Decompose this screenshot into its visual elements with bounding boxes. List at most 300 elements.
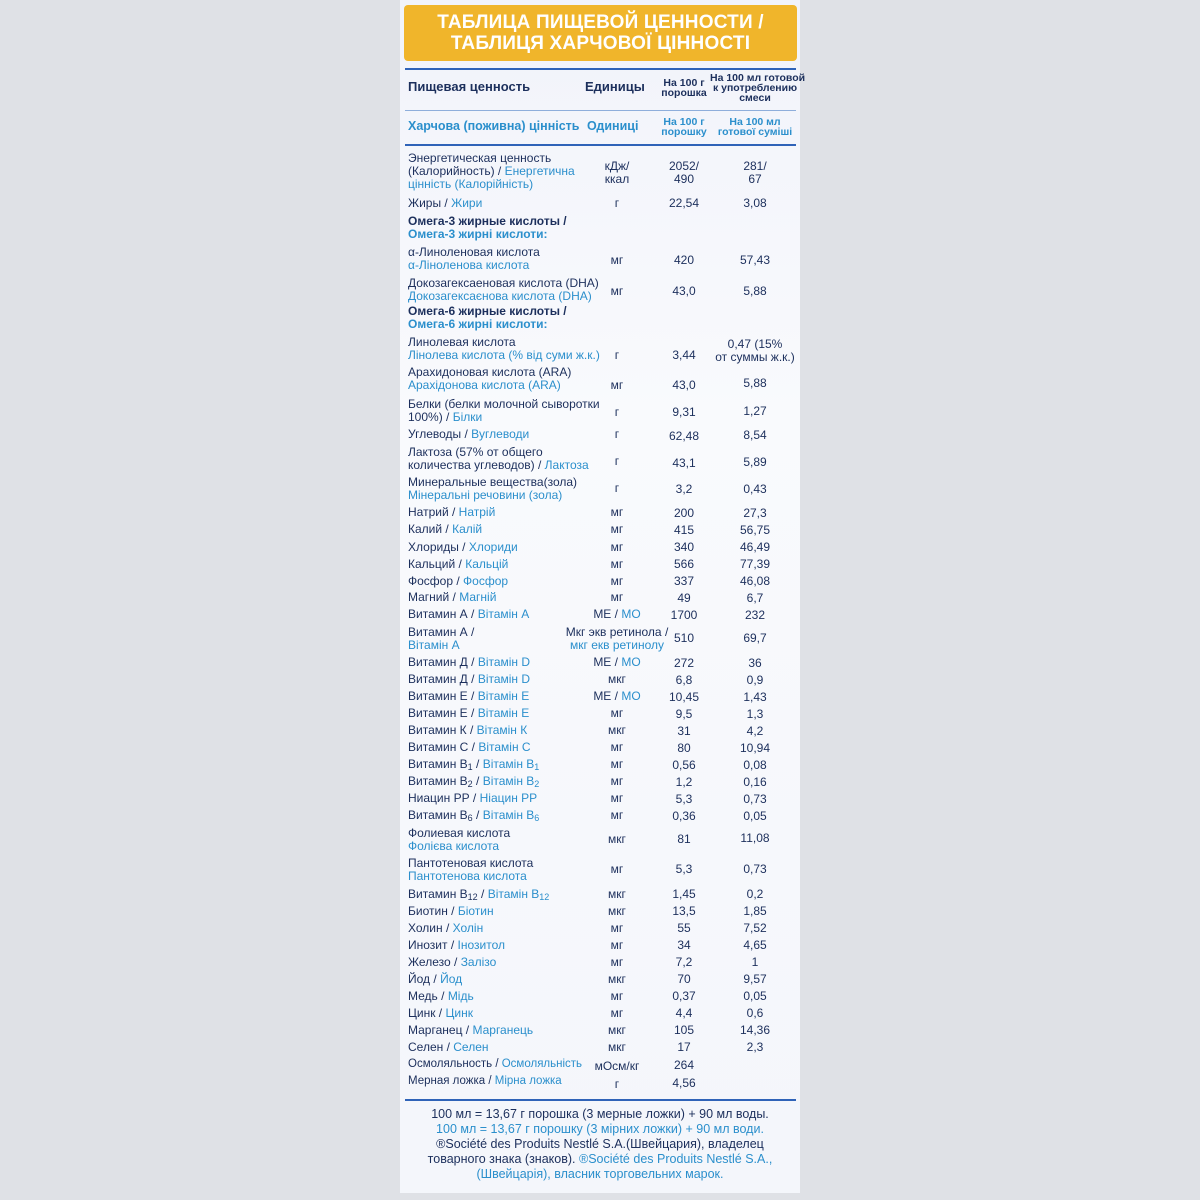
- per-100g-value: [652, 708, 716, 721]
- text-segment: Пантотеновая кислота: [408, 856, 534, 870]
- text-segment: Фолиевая кислота: [408, 826, 511, 840]
- cell-line: [652, 1041, 716, 1054]
- per-100g-value: [652, 1007, 716, 1020]
- per-100g-value: [652, 1041, 716, 1054]
- per-100ml-value: [712, 657, 798, 670]
- cell-line: [408, 608, 529, 621]
- cell-line: [408, 1041, 489, 1054]
- cell-line: [712, 632, 798, 645]
- text-segment: Мідь: [447, 989, 474, 1003]
- cell-line: [712, 1024, 798, 1037]
- text-segment: Йод: [408, 972, 431, 986]
- text-segment: Цинк: [408, 1006, 436, 1020]
- text-segment: 1: [751, 955, 759, 969]
- text-segment: Холин: [408, 921, 443, 935]
- per-100ml-value: [712, 691, 798, 704]
- cell-line: [712, 197, 798, 210]
- text-segment: 5,88: [743, 376, 767, 390]
- cell-line: [712, 351, 798, 364]
- text-segment: 43,0: [672, 378, 696, 392]
- cell-line: [712, 524, 798, 537]
- text-segment: 34: [677, 938, 691, 952]
- text-segment: Залізо: [460, 955, 497, 969]
- cell-line: [712, 507, 798, 520]
- cell-line: [408, 990, 474, 1003]
- text-segment: 0,36: [672, 809, 696, 823]
- text-segment: 7,52: [743, 921, 767, 935]
- per-100g-value: [652, 973, 716, 986]
- cell-line: [652, 793, 716, 806]
- text-segment: Селен: [408, 1040, 444, 1054]
- text-segment: 5,89: [743, 455, 767, 469]
- text-segment: 3,08: [743, 196, 767, 210]
- text-segment: (Швейцарія), власник торговельних марок.: [476, 1167, 724, 1181]
- text-segment: Медь: [408, 989, 438, 1003]
- cell-line: [408, 724, 527, 737]
- text-segment: 49: [677, 591, 691, 605]
- nutrient-name: [408, 246, 540, 272]
- text-segment: 70: [677, 972, 691, 986]
- text-segment: г: [614, 196, 620, 210]
- text-segment: /: [466, 723, 477, 737]
- text-segment: Енергетична: [504, 164, 575, 178]
- text-segment: Белки (белки молочной сыворотки: [408, 397, 600, 411]
- text-segment: /: [448, 505, 459, 519]
- cell-line: [408, 178, 575, 191]
- text-segment: /: [467, 607, 478, 621]
- subscript: 1: [534, 762, 540, 772]
- cell-line: [652, 483, 716, 496]
- text-segment: 337: [673, 574, 695, 588]
- text-segment: Мінеральні речовини (зола): [408, 488, 563, 502]
- text-segment: Омега-6 жирные кислоты /: [408, 304, 567, 318]
- text-segment: 55: [677, 921, 691, 935]
- cell-line: [408, 690, 529, 703]
- per-100g-value: [652, 558, 716, 571]
- footer-line: [400, 1122, 800, 1137]
- text-segment: Біотин: [457, 904, 494, 918]
- text-segment: Вуглеводи: [471, 427, 530, 441]
- text-segment: /: [611, 689, 622, 703]
- text-segment: мг: [610, 378, 624, 392]
- cell-line: [408, 259, 540, 272]
- cell-line: [712, 575, 798, 588]
- nutrient-name: [408, 575, 508, 588]
- text-segment: Вітамін D: [477, 655, 531, 669]
- text-segment: Ніацин РР: [479, 791, 538, 805]
- header-per100g-ua-line: На 100 г: [663, 116, 705, 128]
- text-segment: Докозагексаєнова кислота (DHA): [408, 289, 592, 303]
- nutrient-name: [408, 428, 529, 441]
- header-units-ru: Единицы: [585, 79, 645, 94]
- text-segment: 2,3: [746, 1040, 764, 1054]
- text-segment: 31: [677, 724, 691, 738]
- text-segment: Линолевая кислота: [408, 335, 516, 349]
- text-segment: мг: [610, 253, 624, 267]
- text-segment: Мкг экв ретинола /: [565, 625, 669, 639]
- header-nutrition-ru: Пищевая ценность: [408, 79, 531, 94]
- subscript: 2: [467, 779, 473, 789]
- text-segment: Кальцій: [465, 557, 509, 571]
- cell-line: [712, 592, 798, 605]
- text-segment: 200: [673, 506, 695, 520]
- text-segment: Мерная ложка: [408, 1075, 486, 1087]
- text-segment: Витамин Д: [408, 672, 468, 686]
- per-100ml-value: [712, 160, 798, 186]
- per-100ml-value: [712, 377, 798, 390]
- text-segment: МО: [621, 655, 641, 669]
- per-100ml-value: [712, 956, 798, 969]
- cell-line: [652, 973, 716, 986]
- text-segment: /: [455, 557, 466, 571]
- per-100g-value: [652, 990, 716, 1003]
- nutrient-name: [408, 626, 474, 652]
- text-segment: 2052/: [668, 159, 700, 173]
- text-segment: 62,48: [668, 429, 700, 443]
- cell-line: [652, 406, 716, 419]
- cell-line: [408, 656, 530, 669]
- per-100g-value: [652, 1077, 716, 1090]
- per-100g-value: [652, 254, 716, 267]
- text-segment: Жири: [451, 196, 483, 210]
- text-segment: /: [467, 706, 478, 720]
- per-100g-value: [652, 833, 716, 846]
- text-segment: Магний: [408, 590, 450, 604]
- text-segment: /: [450, 955, 461, 969]
- per-100g-value: [652, 541, 716, 554]
- per-100g-value: [652, 197, 716, 210]
- text-segment: Витамин В: [408, 887, 468, 901]
- text-segment: 46,08: [739, 574, 771, 588]
- cell-line: [408, 506, 495, 519]
- text-segment: Вітамін К: [476, 723, 528, 737]
- per-100g-value: [652, 575, 716, 588]
- cell-line: [652, 725, 716, 738]
- text-segment: 3,44: [672, 348, 696, 362]
- cell-line: [408, 318, 567, 331]
- text-segment: мг: [610, 989, 624, 1003]
- text-segment: 56,75: [739, 523, 771, 537]
- cell-line: [652, 956, 716, 969]
- text-segment: Марганець: [472, 1023, 534, 1037]
- cell-line: [652, 349, 716, 362]
- per-100ml-value: [712, 1041, 798, 1054]
- cell-line: [652, 197, 716, 210]
- nutrient-name: [408, 608, 529, 621]
- cell-line: [712, 456, 798, 469]
- text-segment: /: [485, 1075, 495, 1087]
- nutrient-name: [408, 1041, 489, 1054]
- footer-line: [400, 1152, 800, 1167]
- cell-line: [652, 507, 716, 520]
- cell-line: [712, 708, 798, 721]
- text-segment: мкг екв ретинолу: [569, 638, 665, 652]
- text-segment: Омега-3 жирні кислоти:: [408, 227, 548, 241]
- text-segment: (Калорийность) /: [408, 164, 505, 178]
- cell-line: [408, 1024, 533, 1037]
- cell-line: [652, 541, 716, 554]
- cell-line: [712, 609, 798, 622]
- per-100g-value: [652, 922, 716, 935]
- cell-line: [712, 1007, 798, 1020]
- text-segment: 43,0: [672, 284, 696, 298]
- text-segment: Вітамін С: [478, 740, 531, 754]
- cell-line: [712, 810, 798, 823]
- text-segment: Витамин К: [408, 723, 467, 737]
- text-segment: Цинк: [445, 1006, 473, 1020]
- per-100ml-value: [712, 483, 798, 496]
- text-segment: 1,3: [746, 707, 764, 721]
- per-100ml-value: [712, 922, 798, 935]
- text-segment: 415: [673, 523, 695, 537]
- title-banner: [404, 5, 797, 61]
- cell-line: [408, 775, 539, 791]
- text-segment: /: [447, 904, 458, 918]
- text-segment: МО: [621, 607, 641, 621]
- nutrient-name: [408, 541, 518, 554]
- text-segment: /: [447, 938, 458, 952]
- per-100g-value: [652, 609, 716, 622]
- text-segment: 100 мл = 13,67 г порошку (3 мірних ложки) + 90 мл води.: [436, 1122, 764, 1136]
- nutrient-name: [408, 792, 537, 805]
- per-100ml-value: [712, 609, 798, 622]
- cell-line: [712, 558, 798, 571]
- text-segment: 10,94: [739, 741, 771, 755]
- text-segment: мкг: [608, 672, 626, 686]
- cell-line: [652, 990, 716, 1003]
- text-segment: /: [441, 196, 452, 210]
- cell-line: [408, 1075, 562, 1088]
- cell-line: [408, 1007, 473, 1020]
- per-100g-value: [652, 406, 716, 419]
- nutrient-name: [408, 973, 462, 986]
- per-100g-value: [652, 810, 716, 823]
- cell-line: [408, 956, 496, 969]
- text-segment: /: [442, 921, 453, 935]
- subscript: 1: [467, 762, 473, 772]
- header-per100ml-ua-line: готової суміші: [717, 126, 793, 138]
- text-segment: /: [453, 574, 464, 588]
- per-100ml-value: [712, 973, 798, 986]
- text-segment: от суммы ж.к.): [715, 350, 795, 364]
- per-100g-value: [652, 379, 716, 392]
- nutrient-name: [408, 939, 505, 952]
- text-segment: Калий: [408, 522, 443, 536]
- cell-line: [652, 657, 716, 670]
- per-100g-value: [652, 759, 716, 772]
- cell-line: [712, 793, 798, 806]
- header-per100ml-ru-line: На 100 мл готовой: [710, 72, 806, 84]
- header-per100ml-ru: [710, 72, 806, 104]
- cell-line: [712, 990, 798, 1003]
- per-100g-value: [652, 742, 716, 755]
- text-segment: /: [462, 1023, 473, 1037]
- text-segment: мкг: [608, 972, 626, 986]
- nutrient-name: [408, 922, 483, 935]
- per-100ml-value: [712, 558, 798, 571]
- text-segment: Жиры: [408, 196, 442, 210]
- header-per100g-ru-line: порошка: [661, 87, 707, 99]
- text-segment: 0,43: [743, 482, 767, 496]
- cell-line: [652, 810, 716, 823]
- text-segment: Інозитол: [457, 938, 505, 952]
- header-units-ua: Одиниці: [587, 119, 639, 133]
- text-segment: 0,2: [746, 887, 764, 901]
- text-segment: /: [492, 1058, 502, 1070]
- text-segment: Калій: [452, 522, 483, 536]
- cell-line: [652, 742, 716, 755]
- text-segment: ®Société des Produits Nestlé S.A.(Швейцария), владелец: [436, 1137, 764, 1151]
- per-100ml-value: [712, 405, 798, 418]
- text-segment: 9,31: [672, 405, 696, 419]
- text-segment: Витамин А: [408, 607, 468, 621]
- text-segment: Фосфор: [463, 574, 509, 588]
- text-segment: мг: [610, 862, 624, 876]
- per-100ml-value: [712, 197, 798, 210]
- cell-line: [652, 888, 716, 901]
- title-ru: ТАБЛИЦА ПИЩЕВОЙ ЦЕННОСТИ /: [437, 12, 764, 33]
- nutrient-name: [408, 446, 589, 472]
- cell-line: [652, 905, 716, 918]
- per-100ml-value: [712, 905, 798, 918]
- cell-line: [408, 428, 529, 441]
- text-segment: мг: [610, 574, 624, 588]
- text-segment: мг: [610, 557, 624, 571]
- text-segment: /: [435, 1006, 446, 1020]
- text-segment: мг: [610, 955, 624, 969]
- text-segment: МЕ: [593, 607, 612, 621]
- text-segment: 17: [677, 1040, 691, 1054]
- text-segment: 340: [673, 540, 695, 554]
- nutrient-name: [408, 1058, 582, 1071]
- text-segment: мкг: [608, 887, 626, 901]
- text-segment: мг: [610, 540, 624, 554]
- footer-line: [400, 1107, 800, 1122]
- text-segment: 8,54: [743, 428, 767, 442]
- text-segment: 1,85: [743, 904, 767, 918]
- per-100ml-value: [712, 793, 798, 806]
- text-segment: 6,8: [675, 673, 693, 687]
- text-segment: ккал: [604, 172, 630, 186]
- cell-line: [408, 707, 529, 720]
- header-bottom-rule: [405, 144, 796, 146]
- text-segment: Витамин В: [408, 808, 468, 822]
- per-100g-value: [652, 1059, 716, 1072]
- per-100g-value: [652, 160, 716, 186]
- text-segment: Углеводы: [408, 427, 462, 441]
- cell-line: [652, 1007, 716, 1020]
- text-segment: Вітамін А: [477, 607, 530, 621]
- per-100ml-value: [712, 507, 798, 520]
- text-segment: мкг: [608, 1040, 626, 1054]
- text-segment: мг: [610, 938, 624, 952]
- cell-line: [408, 792, 537, 805]
- text-segment: 0,6: [746, 1006, 764, 1020]
- cell-line: [408, 379, 571, 392]
- per-100ml-value: [712, 592, 798, 605]
- text-segment: мг: [610, 808, 624, 822]
- per-100g-value: [652, 888, 716, 901]
- nutrient-name: [408, 215, 567, 241]
- nutrient-name: [408, 558, 508, 571]
- text-segment: /: [611, 607, 622, 621]
- text-segment: 4,4: [675, 1006, 693, 1020]
- text-segment: Вітамін В: [482, 774, 535, 788]
- text-segment: количества углеводов) /: [408, 458, 545, 472]
- per-100ml-value: [712, 429, 798, 442]
- text-segment: Витамин Е: [408, 689, 468, 703]
- header-per100ml-ru-line: смеси: [739, 92, 771, 104]
- text-segment: Натрій: [458, 505, 496, 519]
- text-segment: 0,16: [743, 775, 767, 789]
- cell-line: [712, 1041, 798, 1054]
- footer-rule: [405, 1099, 796, 1101]
- cell-line: [408, 741, 531, 754]
- text-segment: Вітамін В: [487, 887, 540, 901]
- per-100g-value: [652, 349, 716, 362]
- text-segment: Марганец: [408, 1023, 463, 1037]
- per-100ml-value: [712, 776, 798, 789]
- text-segment: Арахидоновая кислота (ARA): [408, 365, 572, 379]
- cell-line: [408, 870, 533, 883]
- cell-line: [712, 742, 798, 755]
- nutrient-name: [408, 956, 496, 969]
- text-segment: Витамин В: [408, 774, 468, 788]
- nutrient-name: [408, 1007, 473, 1020]
- text-segment: 105: [673, 1023, 695, 1037]
- text-segment: /: [477, 887, 488, 901]
- text-segment: /: [468, 740, 479, 754]
- per-100ml-value: [712, 990, 798, 1003]
- cell-line: [712, 173, 798, 186]
- per-100ml-value: [712, 810, 798, 823]
- cell-line: [712, 888, 798, 901]
- subscript: 2: [534, 779, 540, 789]
- per-100ml-value: [712, 575, 798, 588]
- per-100ml-value: [712, 632, 798, 645]
- nutrient-name: [408, 809, 539, 825]
- cell-line: [712, 674, 798, 687]
- cell-line: [652, 708, 716, 721]
- text-segment: мкг: [608, 904, 626, 918]
- per-100g-value: [652, 691, 716, 704]
- cell-line: [652, 430, 716, 443]
- text-segment: Осмоляльність: [501, 1058, 583, 1070]
- text-segment: 100 мл = 13,67 г порошка (3 мерные ложки) + 90 мл воды.: [431, 1107, 769, 1121]
- text-segment: 80: [677, 741, 691, 755]
- nutrient-name: [408, 673, 530, 686]
- cell-line: [408, 575, 508, 588]
- cell-line: [652, 691, 716, 704]
- cell-line: [712, 405, 798, 418]
- text-segment: Железо: [408, 955, 451, 969]
- nutrient-name: [408, 152, 575, 191]
- cell-line: [652, 457, 716, 470]
- text-segment: 1,45: [672, 887, 696, 901]
- per-100g-value: [652, 776, 716, 789]
- cell-line: [712, 691, 798, 704]
- text-segment: Білки: [452, 410, 483, 424]
- text-segment: 13,5: [672, 904, 696, 918]
- cell-line: [712, 776, 798, 789]
- text-segment: Витамин А /: [408, 625, 475, 639]
- cell-line: [652, 922, 716, 935]
- text-segment: Холін: [452, 921, 484, 935]
- cell-line: [652, 254, 716, 267]
- text-segment: кДж/: [604, 159, 630, 173]
- text-segment: 36: [748, 656, 762, 670]
- text-segment: Вітамін Е: [477, 706, 530, 720]
